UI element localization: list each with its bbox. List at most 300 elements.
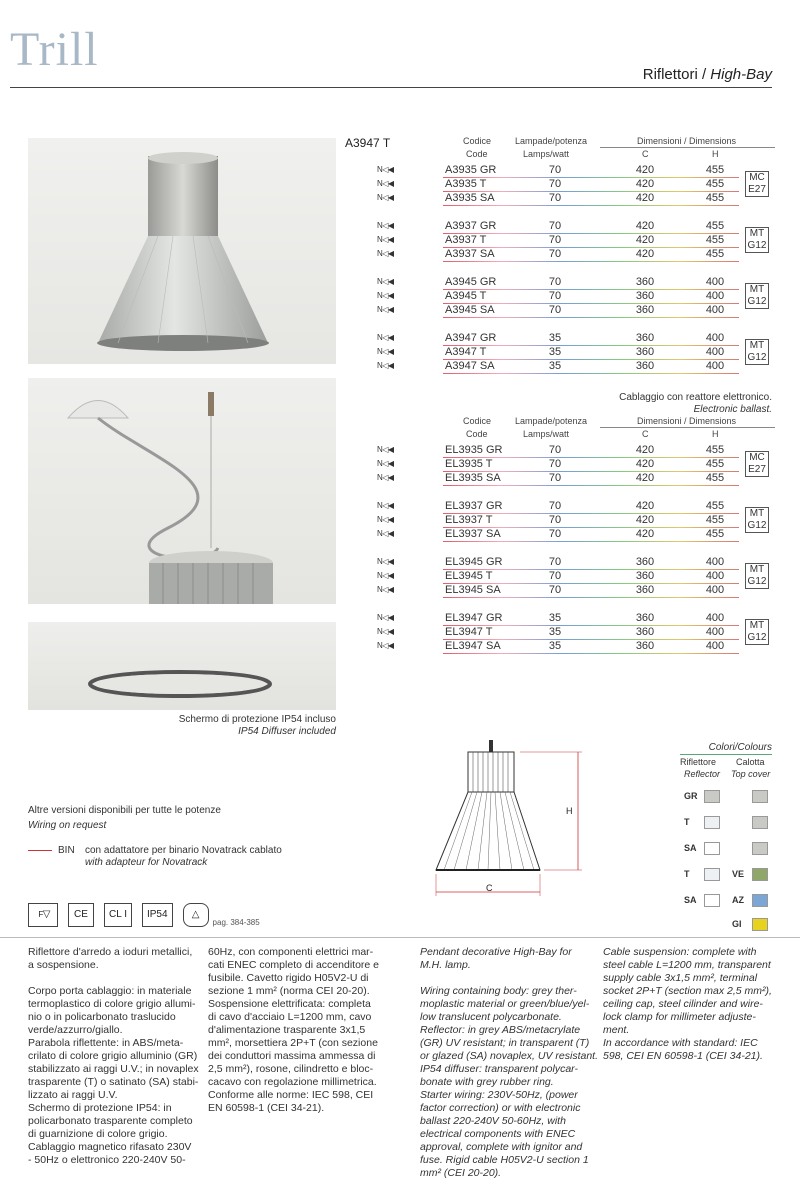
caption-en: IP54 Diffuser included bbox=[238, 726, 336, 737]
description-line: supply cable 3x1,5 mm², terminal bbox=[603, 972, 758, 984]
lamp-socket-badge bbox=[745, 619, 769, 645]
table-row bbox=[375, 584, 775, 598]
description-line: steel cable L=1200 mm, transparent bbox=[603, 959, 771, 971]
description-line: Reflector: in grey ABS/metacrylate bbox=[420, 1024, 581, 1036]
description-line: Corpo porta cablaggio: in materiale bbox=[28, 985, 192, 997]
colour-row bbox=[680, 894, 772, 908]
dimension-h: 400 bbox=[705, 332, 725, 344]
product-code: EL3937 SA bbox=[445, 528, 501, 540]
dimension-c: 360 bbox=[635, 626, 655, 638]
cover-swatch bbox=[752, 842, 768, 855]
socket-type: G12 bbox=[747, 296, 767, 307]
wiring-icons: N◁◀ bbox=[377, 235, 394, 244]
dimension-c: 420 bbox=[635, 220, 655, 232]
table-row bbox=[375, 234, 775, 248]
product-code: A3937 T bbox=[445, 234, 487, 246]
lamp-watt: 70 bbox=[548, 290, 562, 302]
electronic-ballast-note bbox=[619, 392, 772, 416]
table-row bbox=[375, 332, 775, 346]
description-line: d'alimentazione trasparente 3x1,5 bbox=[208, 1024, 366, 1036]
colour-row bbox=[680, 790, 772, 804]
lamp-watt: 70 bbox=[548, 178, 562, 190]
dimension-h: 400 bbox=[705, 346, 725, 358]
cover-code: GI bbox=[732, 919, 742, 929]
colours-legend bbox=[680, 742, 772, 785]
dimension-h: 455 bbox=[705, 248, 725, 260]
description-line: IP54 diffuser: transparent polycar- bbox=[420, 1063, 578, 1075]
product-code: A3947 GR bbox=[445, 332, 497, 344]
lamp-socket-badge bbox=[745, 171, 769, 197]
dome-icon: △ bbox=[183, 903, 209, 927]
bin-it: con adattatore per binario Novatrack cablato bbox=[85, 845, 282, 856]
description-line: fusibile. Cavetto rigido H05V2-U di bbox=[208, 972, 369, 984]
dimension-h: 400 bbox=[705, 360, 725, 372]
dimension-diagram bbox=[420, 740, 590, 905]
col-code: Code bbox=[466, 429, 488, 439]
table-row bbox=[375, 248, 775, 262]
cover-swatch bbox=[752, 816, 768, 829]
bin-dash bbox=[28, 850, 52, 851]
product-photo-suspension bbox=[28, 378, 336, 604]
dimension-h: 455 bbox=[705, 220, 725, 232]
reflector-code: T bbox=[684, 817, 690, 827]
description-it-col1 bbox=[28, 946, 214, 1167]
product-code: A3937 SA bbox=[445, 248, 495, 260]
product-group bbox=[375, 164, 775, 206]
description-line: cacavo con regolazione millimetrica. bbox=[208, 1076, 377, 1088]
row-rule bbox=[443, 597, 739, 598]
brand-logo: Trill bbox=[10, 23, 99, 76]
wiring-icons: N◁◀ bbox=[377, 179, 394, 188]
product-code: EL3945 SA bbox=[445, 584, 501, 596]
socket-type: G12 bbox=[747, 520, 767, 531]
description-line: factor correction) or with electronic bbox=[420, 1102, 581, 1114]
product-code: A3935 SA bbox=[445, 192, 495, 204]
dimension-h: 455 bbox=[705, 234, 725, 246]
dimension-c: 420 bbox=[635, 164, 655, 176]
description-line: policarbonato trasparente completo bbox=[28, 1115, 193, 1127]
col-c: C bbox=[642, 149, 649, 159]
description-line: termoplastico di colore grigio allumi- bbox=[28, 998, 196, 1010]
reflector-swatch bbox=[704, 816, 720, 829]
description-line: M.H. lamp. bbox=[420, 959, 471, 971]
page-reference: pag. 384-385 bbox=[212, 918, 260, 927]
lamp-watt: 70 bbox=[548, 528, 562, 540]
reflector-swatch bbox=[704, 842, 720, 855]
product-code: A3945 T bbox=[445, 290, 487, 302]
description-line: stabilizzato ai raggi U.V.; in novaplex bbox=[28, 1063, 199, 1075]
description-line: cati ENEC completo di accenditore e bbox=[208, 959, 379, 971]
description-line: sezione 1 mm² (norma CEI 20-20). bbox=[208, 985, 370, 997]
versions-it: Altre versioni disponibili per tutte le potenze bbox=[28, 805, 221, 816]
lamp-type: MT bbox=[749, 620, 765, 631]
row-rule bbox=[443, 373, 739, 374]
col-lamps: Lamps/watt bbox=[523, 429, 570, 439]
table-groups bbox=[375, 164, 775, 374]
description-line: electrical components with ENEC bbox=[420, 1128, 576, 1140]
dimension-c: 360 bbox=[635, 584, 655, 596]
description-line: 2,5 mm²), rosone, cilindretto e bloc- bbox=[208, 1063, 374, 1075]
description-line: mm² (CEI 20-20). bbox=[420, 1167, 502, 1179]
description-line: Sospensione elettrificata: completa bbox=[208, 998, 371, 1010]
wiring-icons: N◁◀ bbox=[377, 627, 394, 636]
dimension-h: 455 bbox=[705, 458, 725, 470]
description-line: lizzato ai raggi U.V. bbox=[28, 1089, 118, 1101]
table-row bbox=[375, 178, 775, 192]
product-table-electronic bbox=[375, 416, 775, 668]
description-line: (GR) UV resistant; in transparent (T) bbox=[420, 1037, 590, 1049]
description-line: ceiling cap, steel cilinder and wire- bbox=[603, 998, 763, 1010]
wiring-icons: N◁◀ bbox=[377, 473, 394, 482]
socket-type: E27 bbox=[748, 464, 766, 475]
lamp-watt: 35 bbox=[548, 626, 562, 638]
product-group bbox=[375, 612, 775, 654]
colour-row bbox=[680, 868, 772, 882]
cover-code: AZ bbox=[732, 895, 744, 905]
lamp-watt: 70 bbox=[548, 570, 562, 582]
product-code: EL3937 T bbox=[445, 514, 493, 526]
lamp-socket-badge bbox=[745, 563, 769, 589]
bin-description bbox=[85, 845, 282, 869]
description-line: di cavo d'acciaio L=1200 mm, cavo bbox=[208, 1011, 372, 1023]
bin-option bbox=[28, 845, 282, 868]
dimension-h: 400 bbox=[705, 584, 725, 596]
dimension-h: 455 bbox=[705, 192, 725, 204]
wiring-icons: N◁◀ bbox=[377, 515, 394, 524]
colours-title: Colori/Colours bbox=[680, 742, 772, 755]
product-code: A3935 GR bbox=[445, 164, 497, 176]
section-title-en: High-Bay bbox=[710, 66, 772, 83]
product-code: A3945 SA bbox=[445, 304, 495, 316]
table-row bbox=[375, 192, 775, 206]
description-line: Cablaggio magnetico rifasato 230V bbox=[28, 1141, 192, 1153]
dimension-h: 455 bbox=[705, 444, 725, 456]
description-en-col1 bbox=[420, 946, 600, 1180]
dimension-c: 360 bbox=[635, 612, 655, 624]
lamp-type: MT bbox=[749, 228, 765, 239]
dimension-h: 455 bbox=[705, 178, 725, 190]
cover-swatch bbox=[752, 868, 768, 881]
product-group bbox=[375, 556, 775, 598]
other-versions-note bbox=[28, 803, 221, 833]
wiring-icons: N◁◀ bbox=[377, 613, 394, 622]
product-table-standard bbox=[375, 136, 775, 388]
dimension-c-label: C bbox=[486, 883, 493, 893]
table-row bbox=[375, 556, 775, 570]
product-code: A3947 SA bbox=[445, 360, 495, 372]
dimension-h: 400 bbox=[705, 290, 725, 302]
table-row bbox=[375, 290, 775, 304]
description-line: mm², morsettiera 2P+T (con sezione bbox=[208, 1037, 378, 1049]
product-code: EL3935 GR bbox=[445, 444, 503, 456]
col-lampade: Lampade/potenza bbox=[515, 136, 588, 146]
socket-type: G12 bbox=[747, 352, 767, 363]
description-en-col2 bbox=[603, 946, 778, 1063]
lamp-watt: 70 bbox=[548, 234, 562, 246]
cover-swatch bbox=[752, 918, 768, 931]
table-row bbox=[375, 472, 775, 486]
lamp-watt: 35 bbox=[548, 360, 562, 372]
lamp-socket-badge bbox=[745, 451, 769, 477]
description-line bbox=[28, 972, 214, 985]
cover-swatch bbox=[752, 894, 768, 907]
description-it-col2 bbox=[208, 946, 398, 1115]
description-line: Wiring containing body: grey ther- bbox=[420, 985, 577, 997]
dimension-c: 420 bbox=[635, 444, 655, 456]
row-rule bbox=[443, 317, 739, 318]
description-line: Conforme alle norme: IEC 598, CEI bbox=[208, 1089, 374, 1101]
description-line: nio o in policarbonato traslucido bbox=[28, 1011, 176, 1023]
wiring-icons: N◁◀ bbox=[377, 333, 394, 342]
dimension-c: 420 bbox=[635, 234, 655, 246]
description-line: Parabola riflettente: in ABS/meta- bbox=[28, 1037, 184, 1049]
product-code: EL3937 GR bbox=[445, 500, 503, 512]
col-h: H bbox=[712, 149, 719, 159]
wiring-icons: N◁◀ bbox=[377, 165, 394, 174]
ballast-it: Cablaggio con reattore elettronico. bbox=[619, 392, 772, 403]
reflector-code: SA bbox=[684, 843, 697, 853]
cover-it: Calotta bbox=[736, 757, 765, 767]
bin-en: with adapteur for Novatrack bbox=[85, 857, 208, 868]
description-line: low translucent polycarbonate. bbox=[420, 1011, 562, 1023]
model-label: A3947 T bbox=[345, 136, 391, 150]
product-code: A3947 T bbox=[445, 346, 487, 358]
description-line: a sospensione. bbox=[28, 959, 99, 971]
table-row bbox=[375, 458, 775, 472]
description-line: lock clamp for millimeter adjuste- bbox=[603, 1011, 756, 1023]
description-line: or glazed (SA) novaplex, UV resistant. bbox=[420, 1050, 598, 1062]
lamp-watt: 70 bbox=[548, 514, 562, 526]
dimension-c: 420 bbox=[635, 472, 655, 484]
lamp-type: MT bbox=[749, 564, 765, 575]
col-dimensioni: Dimensioni / Dimensions bbox=[637, 416, 737, 426]
dimension-c: 420 bbox=[635, 500, 655, 512]
colour-row bbox=[680, 842, 772, 856]
dimension-h: 455 bbox=[705, 514, 725, 526]
socket-type: E27 bbox=[748, 184, 766, 195]
wiring-icons: N◁◀ bbox=[377, 347, 394, 356]
product-group bbox=[375, 500, 775, 542]
table-row bbox=[375, 500, 775, 514]
description-line bbox=[420, 972, 600, 985]
ce-mark-icon: CE bbox=[68, 903, 94, 927]
lamp-watt: 70 bbox=[548, 556, 562, 568]
wiring-icons: N◁◀ bbox=[377, 529, 394, 538]
dimension-h: 400 bbox=[705, 626, 725, 638]
row-rule bbox=[443, 653, 739, 654]
dimension-c: 360 bbox=[635, 276, 655, 288]
lamp-watt: 70 bbox=[548, 584, 562, 596]
reflector-swatch bbox=[704, 790, 720, 803]
reflector-swatch bbox=[704, 894, 720, 907]
lamp-socket-badge bbox=[745, 339, 769, 365]
product-photo-diffuser bbox=[28, 622, 336, 710]
bin-label: BIN bbox=[58, 845, 75, 856]
product-code: EL3935 SA bbox=[445, 472, 501, 484]
dimension-c: 360 bbox=[635, 290, 655, 302]
dimension-c: 420 bbox=[635, 458, 655, 470]
wiring-icons: N◁◀ bbox=[377, 641, 394, 650]
dimension-h: 400 bbox=[705, 640, 725, 652]
col-lampade: Lampade/potenza bbox=[515, 416, 588, 426]
description-line: ballast 220-240V 50-60Hz, with bbox=[420, 1115, 566, 1127]
product-code: A3935 T bbox=[445, 178, 487, 190]
product-code: A3945 GR bbox=[445, 276, 497, 288]
table-header bbox=[375, 136, 775, 164]
description-separator bbox=[0, 937, 800, 938]
description-line: In accordance with standard: IEC bbox=[603, 1037, 758, 1049]
description-line: bonate with grey rubber ring. bbox=[420, 1076, 554, 1088]
description-line: moplastic material or green/blue/yel- bbox=[420, 998, 590, 1010]
wiring-icons: N◁◀ bbox=[377, 459, 394, 468]
col-dimensioni: Dimensioni / Dimensions bbox=[637, 136, 737, 146]
lamp-watt: 70 bbox=[548, 164, 562, 176]
description-line: fuse. Rigid cable H05V2-U section 1 bbox=[420, 1154, 589, 1166]
description-line: trasparente (T) o satinato (SA) stabi- bbox=[28, 1076, 199, 1088]
lamp-watt: 70 bbox=[548, 220, 562, 232]
row-rule bbox=[443, 485, 739, 486]
table-row bbox=[375, 640, 775, 654]
dimensions-rule bbox=[600, 427, 775, 428]
reflector-en: Reflector bbox=[684, 769, 721, 779]
reflector-code: GR bbox=[684, 791, 698, 801]
reflector-code: T bbox=[684, 869, 690, 879]
product-code: EL3947 GR bbox=[445, 612, 503, 624]
dimension-c: 420 bbox=[635, 192, 655, 204]
socket-type: G12 bbox=[747, 576, 767, 587]
cover-en: Top cover bbox=[731, 769, 771, 779]
description-line: EN 60598-1 (CEI 34-21). bbox=[208, 1102, 325, 1114]
description-line: approval, complete with ignitor and bbox=[420, 1141, 583, 1153]
table-row bbox=[375, 444, 775, 458]
table-header bbox=[375, 416, 775, 444]
description-line: Starter wiring: 230V-50Hz, (power bbox=[420, 1089, 578, 1101]
dimension-c: 360 bbox=[635, 304, 655, 316]
lamp-watt: 70 bbox=[548, 276, 562, 288]
dimension-c: 360 bbox=[635, 346, 655, 358]
caption-it: Schermo di protezione IP54 incluso bbox=[178, 714, 336, 725]
lamp-watt: 35 bbox=[548, 332, 562, 344]
col-h: H bbox=[712, 429, 719, 439]
description-line: socket 2P+T (section max 2,5 mm²), bbox=[603, 985, 772, 997]
row-rule bbox=[443, 541, 739, 542]
description-line: ment. bbox=[603, 1024, 630, 1036]
row-rule bbox=[443, 205, 739, 206]
dimensions-rule bbox=[600, 147, 775, 148]
wiring-icons: N◁◀ bbox=[377, 277, 394, 286]
dimension-c: 360 bbox=[635, 556, 655, 568]
wiring-icons: N◁◀ bbox=[377, 557, 394, 566]
wiring-icons: N◁◀ bbox=[377, 249, 394, 258]
dimension-h: 400 bbox=[705, 556, 725, 568]
product-group bbox=[375, 220, 775, 262]
wiring-icons: N◁◀ bbox=[377, 501, 394, 510]
dimension-h: 455 bbox=[705, 528, 725, 540]
dimension-c: 420 bbox=[635, 178, 655, 190]
row-rule bbox=[443, 261, 739, 262]
description-line: - 50Hz o elettronico 220-240V 50- bbox=[28, 1154, 186, 1166]
class-one-icon: CL I bbox=[104, 903, 132, 927]
versions-en: Wiring on request bbox=[28, 820, 107, 831]
dimension-h: 455 bbox=[705, 472, 725, 484]
col-codice: Codice bbox=[463, 136, 492, 146]
dimension-h: 400 bbox=[705, 570, 725, 582]
description-line: Pendant decorative High-Bay for bbox=[420, 946, 572, 958]
colours-header bbox=[680, 757, 772, 785]
lamp-type: MC bbox=[749, 172, 765, 183]
description-line: dei conduttori massima ammessa di bbox=[208, 1050, 376, 1062]
description-line: 598, CEI EN 60598-1 (CEI 34-21). bbox=[603, 1050, 763, 1062]
dimension-h: 400 bbox=[705, 276, 725, 288]
description-line: verde/azzurro/giallo. bbox=[28, 1024, 123, 1036]
product-code: EL3935 T bbox=[445, 458, 493, 470]
description-line: Schermo di protezione IP54: in bbox=[28, 1102, 172, 1114]
product-group bbox=[375, 276, 775, 318]
dimension-c: 420 bbox=[635, 248, 655, 260]
dimension-h: 400 bbox=[705, 304, 725, 316]
lamp-type: MT bbox=[749, 284, 765, 295]
reflector-it: Riflettore bbox=[680, 757, 717, 767]
reflector-swatch bbox=[704, 868, 720, 881]
lamp-watt: 70 bbox=[548, 500, 562, 512]
product-group bbox=[375, 444, 775, 486]
description-line: di guarnizione di colore grigio. bbox=[28, 1128, 168, 1140]
wiring-icons: N◁◀ bbox=[377, 585, 394, 594]
cover-code: VE bbox=[732, 869, 745, 879]
lamp-watt: 70 bbox=[548, 192, 562, 204]
wiring-icons: N◁◀ bbox=[377, 305, 394, 314]
description-line: Riflettore d'arredo a ioduri metallici, bbox=[28, 946, 193, 958]
ballast-en: Electronic ballast. bbox=[693, 404, 772, 415]
product-code: EL3945 GR bbox=[445, 556, 503, 568]
dimension-c: 420 bbox=[635, 528, 655, 540]
lamp-watt: 35 bbox=[548, 346, 562, 358]
lamp-watt: 70 bbox=[548, 248, 562, 260]
section-title-it: Riflettori bbox=[642, 66, 698, 83]
wiring-icons: N◁◀ bbox=[377, 445, 394, 454]
product-group bbox=[375, 332, 775, 374]
product-code: EL3947 T bbox=[445, 626, 493, 638]
lamp-type: MT bbox=[749, 340, 765, 351]
lamp-type: MT bbox=[749, 508, 765, 519]
wiring-icons: N◁◀ bbox=[377, 193, 394, 202]
col-lamps: Lamps/watt bbox=[523, 149, 570, 159]
product-code: EL3945 T bbox=[445, 570, 493, 582]
ip54-icon: IP54 bbox=[142, 903, 173, 927]
dimension-h-label: H bbox=[566, 806, 573, 816]
socket-type: G12 bbox=[747, 632, 767, 643]
header-rule bbox=[10, 87, 772, 88]
description-line: crilato di colore grigio alluminio (GR) bbox=[28, 1050, 198, 1062]
socket-type: G12 bbox=[747, 240, 767, 251]
dimension-c: 360 bbox=[635, 570, 655, 582]
colour-row bbox=[680, 816, 772, 830]
diffuser-caption bbox=[150, 714, 336, 738]
cover-swatch bbox=[752, 790, 768, 803]
lamp-watt: 70 bbox=[548, 304, 562, 316]
table-row bbox=[375, 360, 775, 374]
table-row bbox=[375, 164, 775, 178]
description-line: Cable suspension: complete with bbox=[603, 946, 757, 958]
dimension-h: 455 bbox=[705, 164, 725, 176]
table-row bbox=[375, 626, 775, 640]
lamp-watt: 70 bbox=[548, 458, 562, 470]
table-row bbox=[375, 304, 775, 318]
wiring-icons: N◁◀ bbox=[377, 571, 394, 580]
product-code: EL3947 SA bbox=[445, 640, 501, 652]
reflector-code: SA bbox=[684, 895, 697, 905]
lamp-watt: 35 bbox=[548, 640, 562, 652]
